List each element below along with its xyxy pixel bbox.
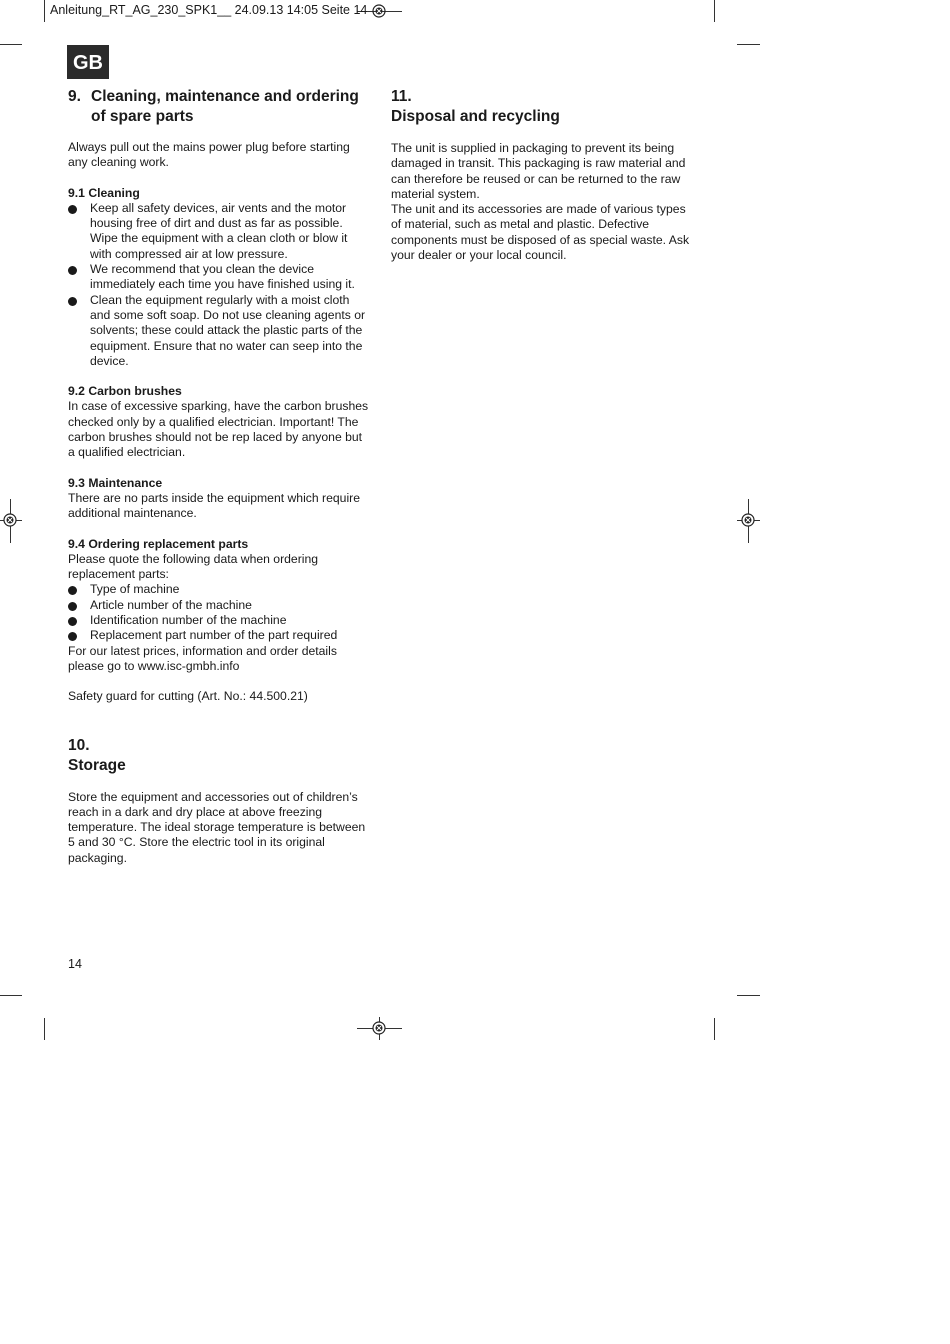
- section-9-title: Cleaning, maintenance and ordering of spare parts: [91, 88, 359, 125]
- section-10-number: 10.: [68, 736, 90, 754]
- section-9-intro: Always pull out the mains power plug before starting any cleaning work.: [68, 140, 350, 170]
- section-11-heading: [391, 87, 693, 127]
- crop-mark-bottom-left-horizontal: [0, 995, 22, 996]
- subsection-9-2-text: In case of excessive sparking, have the carbon brushes checked only by a qualified electrician. Important! The carbon brushes should not be rep laced by anyone but a qualified electrician.: [68, 399, 369, 460]
- crop-mark-top-left-horizontal: [0, 44, 22, 45]
- list-item-text: We recommend that you clean the device immediately each time you have finished using it.: [90, 262, 355, 292]
- bullet-icon: [68, 266, 77, 275]
- list-item: [68, 262, 370, 293]
- section-11-title: Disposal and recycling: [391, 108, 560, 125]
- registration-mark-right-icon: [741, 513, 755, 527]
- section-10-text: Store the equipment and accessories out of children’s reach in a dark and dry place at above freezing temperature. The ideal storage temperature is between 5 and 30 °C. Store the electric tool in its original packaging.: [68, 789, 366, 865]
- crop-mark-bottom-left-vertical: [44, 1018, 45, 1040]
- subsection-9-2-heading: 9.2 Carbon brushes: [68, 384, 182, 399]
- section-10-heading: [68, 736, 370, 776]
- subsection-9-4-intro: Please quote the following data when ordering replacement parts:: [68, 551, 319, 582]
- bullet-icon: [68, 617, 77, 626]
- bullet-icon: [68, 602, 77, 611]
- list-item-text: Identification number of the machine: [90, 613, 287, 628]
- crop-mark-top-right-horizontal: [737, 44, 760, 45]
- page-number: 14: [68, 957, 82, 971]
- subsection-9-4-heading: 9.4 Ordering replacement parts: [68, 536, 249, 551]
- list-item: [68, 293, 370, 369]
- list-item: [68, 201, 370, 262]
- crop-mark-bottom-right-vertical: [714, 1018, 715, 1040]
- crop-mark-top-right-vertical: [714, 0, 715, 22]
- list-item-text: Keep all safety devices, air vents and the motor housing free of dirt and dust as far as possible. Wipe the equipment with a clean cloth or blow it with compressed air at low pressure.: [90, 200, 348, 261]
- crop-mark-top-left-vertical: [44, 0, 45, 22]
- section-10-title: Storage: [68, 756, 126, 774]
- registration-mark-left-icon: [3, 513, 17, 527]
- subsection-9-3-text: There are no parts inside the equipment which require additional maintenance.: [68, 490, 360, 521]
- bullet-icon: [68, 205, 77, 214]
- list-item: [68, 628, 370, 643]
- bullet-icon: [68, 632, 77, 641]
- subsection-9-4-outro: For our latest prices, information and order details please go to www.isc-gmbh.info: [68, 643, 337, 673]
- section-9-heading: [68, 87, 370, 127]
- list-item: [68, 598, 370, 613]
- section-11-number: 11.: [391, 88, 412, 105]
- list-item: [68, 582, 370, 597]
- right-column: [391, 87, 693, 263]
- crop-mark-bottom-right-horizontal: [737, 995, 760, 996]
- list-item-text: Replacement part number of the part required: [90, 628, 338, 643]
- section-9-number: 9.: [68, 88, 81, 105]
- list-item-text: Article number of the machine: [90, 597, 252, 612]
- cleaning-list: [68, 201, 370, 369]
- bullet-icon: [68, 297, 77, 306]
- registration-mark-top-icon: [372, 4, 386, 18]
- ordering-data-list: [68, 582, 370, 643]
- file-info-header: Anleitung_RT_AG_230_SPK1__ 24.09.13 14:05 Seite 14: [50, 3, 368, 17]
- subsection-9-1-heading: 9.1 Cleaning: [68, 185, 140, 200]
- list-item: [68, 613, 370, 628]
- language-badge: GB: [67, 45, 109, 79]
- subsection-9-3-heading: 9.3 Maintenance: [68, 475, 163, 490]
- section-11-paragraph-2: The unit and its accessories are made of various types of material, such as metal and plastic. Defective components must be disposed of as special waste. Ask your dealer or your local council.: [391, 202, 690, 263]
- left-column: [68, 87, 370, 866]
- safety-guard-note: Safety guard for cutting (Art. No.: 44.500.21): [68, 689, 308, 704]
- section-11-paragraph-1: The unit is supplied in packaging to prevent its being damaged in transit. This packaging is raw material and can therefore be reused or can be returned to the raw material system.: [391, 141, 686, 201]
- list-item-text: Clean the equipment regularly with a moist cloth and some soft soap. Do not use cleaning agents or solvents; these could attack the plastic parts of the equipment. Ensure that no water can seep into the device.: [90, 292, 366, 368]
- registration-mark-bottom-icon: [372, 1021, 386, 1035]
- list-item-text: Type of machine: [90, 582, 180, 597]
- bullet-icon: [68, 586, 77, 595]
